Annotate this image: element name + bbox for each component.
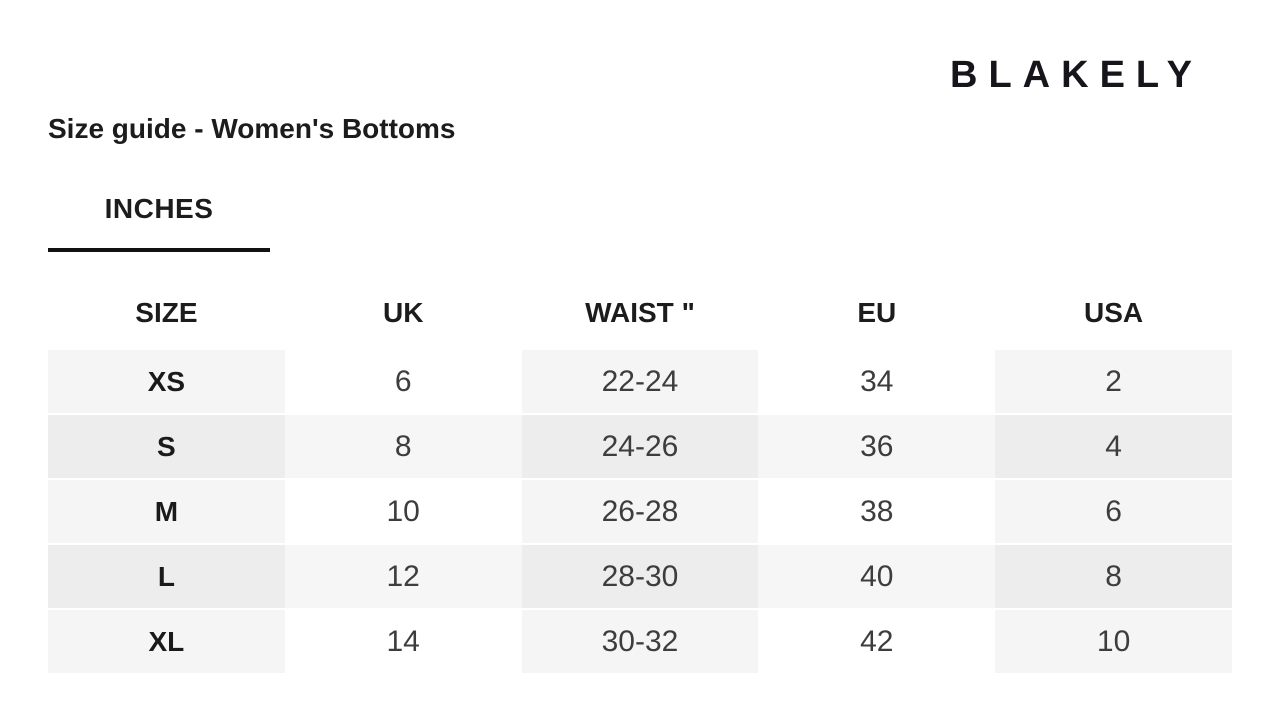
value-cell: 14 [285, 609, 522, 674]
value-cell: 6 [995, 479, 1232, 544]
value-cell: 22-24 [522, 350, 759, 414]
value-cell: 30-32 [522, 609, 759, 674]
column-header-uk: UK [285, 285, 522, 350]
table-row-m [48, 479, 1232, 544]
column-header-size: SIZE [48, 285, 285, 350]
value-cell: 36 [758, 414, 995, 479]
value-cell: 28-30 [522, 544, 759, 609]
size-label-cell: M [48, 479, 285, 544]
brand-logo: BLAKELY [950, 54, 1203, 96]
size-table [48, 285, 1232, 675]
value-cell: 26-28 [522, 479, 759, 544]
size-label-cell: L [48, 544, 285, 609]
page-title: Size guide - Women's Bottoms [48, 113, 456, 144]
size-table-header-row [48, 285, 1232, 350]
value-cell: 8 [285, 414, 522, 479]
value-cell: 38 [758, 479, 995, 544]
table-row-xl [48, 609, 1232, 674]
size-label-cell: XL [48, 609, 285, 674]
value-cell: 10 [995, 609, 1232, 674]
size-label-cell: S [48, 414, 285, 479]
value-cell: 6 [285, 350, 522, 414]
value-cell: 12 [285, 544, 522, 609]
table-row-xs [48, 350, 1232, 414]
column-header-waist: WAIST " [522, 285, 759, 350]
table-row-s [48, 414, 1232, 479]
value-cell: 4 [995, 414, 1232, 479]
value-cell: 24-26 [522, 414, 759, 479]
value-cell: 10 [285, 479, 522, 544]
size-label-cell: XS [48, 350, 285, 414]
value-cell: 42 [758, 609, 995, 674]
table-row-l [48, 544, 1232, 609]
column-header-usa: USA [995, 285, 1232, 350]
value-cell: 2 [995, 350, 1232, 414]
value-cell: 40 [758, 544, 995, 609]
value-cell: 34 [758, 350, 995, 414]
value-cell: 8 [995, 544, 1232, 609]
tab-inches[interactable]: INCHES [48, 192, 270, 252]
column-header-eu: EU [758, 285, 995, 350]
